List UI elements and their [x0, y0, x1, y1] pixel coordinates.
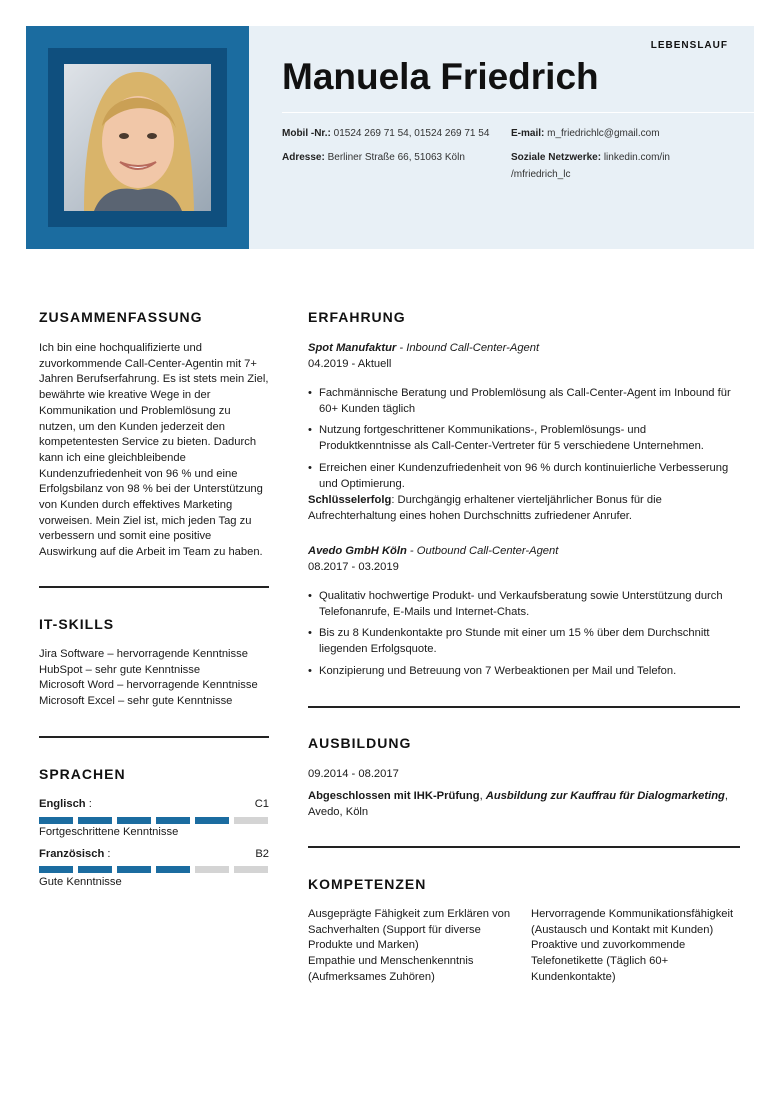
- language-description: Gute Kenntnisse: [39, 876, 122, 888]
- summary-line: zuvorkommende Call-Center-Agentin mit 7+: [39, 357, 257, 370]
- job-bullet: • Qualitativ hochwertige Produkt- und Verkaufsberatung sowie Unterstützung durch Telefonanrufe, E-Mails und Internet-Chats.: [308, 589, 733, 620]
- it-skills-divider: [39, 736, 269, 738]
- photo-block: [26, 26, 249, 249]
- job-bullet: • Bis zu 8 Kundenkontakte pro Stunde mit einer um 15 % über dem Durchschnitt liegenden Erfolgsquote.: [308, 626, 733, 657]
- it-skills-title: IT-SKILLS: [39, 616, 115, 632]
- level-segment: [78, 817, 112, 824]
- summary-title: ZUSAMMENFASSUNG: [39, 309, 203, 325]
- job-bullet: • Konzipierung und Betreuung von 7 Werbeaktionen per Mail und Telefon.: [308, 664, 733, 680]
- level-segment: [156, 866, 190, 873]
- job-role: - Inbound Call-Center-Agent: [396, 342, 540, 354]
- education-divider: [308, 846, 740, 848]
- language-level-bar: [39, 866, 269, 873]
- competency-line: Telefonetikette (Täglich 60+: [531, 955, 669, 968]
- experience-divider: [308, 706, 740, 708]
- summary-line: Erfolgsbilanz von 98 % bei der Unterstützung: [39, 483, 263, 496]
- job-bullets: [308, 589, 733, 686]
- summary-text: [39, 341, 271, 561]
- job-company: Avedo GmbH Köln: [308, 545, 407, 557]
- job-bullets: [308, 386, 733, 492]
- language-french: Französisch : B2: [39, 847, 269, 863]
- summary-line: Ich bin eine hochqualifizierte und: [39, 342, 202, 354]
- header-banner: [26, 26, 754, 249]
- competencies-col-2: [531, 907, 746, 986]
- contact-phone: Mobil -Nr.: 01524 269 71 54, 01524 269 71 54: [282, 128, 490, 139]
- competency-line: Sachverhalten (Support für diverse: [308, 923, 481, 936]
- profile-photo: [64, 64, 211, 211]
- competency-line: Produkte und Marken): [308, 939, 419, 952]
- contact-email: E-mail: m_friedrichlc@gmail.com: [511, 128, 660, 139]
- summary-line: Auswirkung auf die Arbeit im Team zu haben.: [39, 546, 263, 559]
- summary-line: vorweisen. Mein Ziel ist, mich jeden Tag zu: [39, 514, 252, 527]
- languages-title: SPRACHEN: [39, 766, 126, 782]
- key-achievement: Schlüsselerfolg: Durchgängig erhaltener vierteljährlicher Bonus für die Aufrechterhaltung eines hohen Durchschnitts zufriedener Anrufer.: [308, 494, 662, 522]
- language-name: Englisch: [39, 798, 86, 810]
- language-level-bar: [39, 817, 269, 824]
- summary-line: Kundenzufriedenheit von 96 % und eine: [39, 467, 238, 480]
- summary-line: nutzen, um den Kunden jederzeit den: [39, 420, 225, 433]
- level-segment: [78, 866, 112, 873]
- summary-line: kann ich eine gleichbleibende: [39, 451, 186, 464]
- competency-line: Empathie und Menschenkenntnis: [308, 955, 474, 968]
- competency-line: Hervorragende Kommunikationsfähigkeit: [531, 908, 734, 920]
- summary-line: bewährte wie kreative Wege in der: [39, 389, 211, 402]
- summary-line: verbessern und somit eine positive: [39, 530, 212, 543]
- language-name: Französisch: [39, 848, 105, 860]
- it-skill-item: Jira Software – hervorragende Kenntnisse: [39, 648, 248, 660]
- summary-line: Kommunikation und Problemlösung zu: [39, 404, 231, 417]
- language-english: Englisch : C1: [39, 797, 269, 813]
- level-segment: [117, 817, 151, 824]
- job-bullet: • Nutzung fortgeschrittener Kommunikations-, Problemlösungs- und Produktkenntnisse als Call-Center-Vertreter für 5 verschiedene Unternehmen.: [308, 423, 733, 454]
- header-divider: [282, 112, 754, 113]
- document-type-label: LEBENSLAUF: [650, 40, 728, 51]
- job-dates: 08.2017 - 03.2019: [308, 561, 399, 573]
- level-segment: [39, 866, 73, 873]
- competency-line: (Aufmerksames Zuhören): [308, 970, 435, 983]
- competency-line: Kundenkontakte): [531, 970, 616, 983]
- level-segment: [39, 817, 73, 824]
- education-title: AUSBILDUNG: [308, 735, 412, 751]
- summary-line: kompetentesten Service zu bieten. Dadurch: [39, 436, 257, 449]
- job-heading: [308, 544, 558, 560]
- level-segment: [195, 866, 229, 873]
- competency-line: Proaktive und zuvorkommende: [531, 939, 686, 952]
- it-skill-item: Microsoft Excel – sehr gute Kenntnisse: [39, 695, 233, 708]
- job-bullet: • Fachmännische Beratung und Problemlösung als Call-Center-Agent im Inbound für 60+ Kunden täglich: [308, 386, 733, 417]
- it-skill-item: Microsoft Word – hervorragende Kenntnisse: [39, 679, 258, 692]
- experience-title: ERFAHRUNG: [308, 309, 406, 325]
- contact-address: Adresse: Berliner Straße 66, 51063 Köln: [282, 152, 465, 163]
- education-dates: 09.2014 - 08.2017: [308, 768, 399, 780]
- level-segment: [234, 817, 268, 824]
- job-bullet: • Erreichen einer Kundenzufriedenheit von 96 % durch kontinuierliche Verbesserung und Optimierung.: [308, 461, 733, 492]
- competency-line: Ausgeprägte Fähigkeit zum Erklären von: [308, 908, 511, 920]
- it-skills-list: [39, 647, 271, 710]
- level-segment: [156, 817, 190, 824]
- level-segment: [195, 817, 229, 824]
- summary-line: von Kunden durch effektives Marketing: [39, 499, 233, 512]
- competencies-title: KOMPETENZEN: [308, 876, 427, 892]
- level-segment: [234, 866, 268, 873]
- job-role: - Outbound Call-Center-Agent: [406, 545, 559, 557]
- photo-frame: [48, 48, 227, 227]
- level-segment: [117, 866, 151, 873]
- summary-divider: [39, 586, 269, 588]
- language-description: Fortgeschrittene Kenntnisse: [39, 826, 179, 838]
- contact-social: Soziale Netzwerke: linkedin.com/in /mfriedrich_lc: [511, 152, 670, 180]
- education-entry: Abgeschlossen mit IHK-Prüfung, Ausbildung zur Kauffrau für Dialogmarketing, Avedo, Köln: [308, 790, 728, 818]
- job-company: Spot Manufaktur: [308, 342, 397, 354]
- job-heading: [308, 341, 539, 357]
- candidate-name: Manuela Friedrich: [282, 56, 599, 97]
- summary-line: Jahren Berufserfahrung. Es ist stets mein Ziel,: [39, 373, 269, 386]
- language-level: B2: [255, 848, 269, 860]
- competencies-col-1: [308, 907, 523, 986]
- it-skill-item: HubSpot – sehr gute Kenntnisse: [39, 663, 201, 676]
- language-level: C1: [254, 798, 269, 810]
- competency-line: (Austausch und Kontakt mit Kunden): [531, 923, 714, 936]
- job-dates: 04.2019 - Aktuell: [308, 358, 392, 370]
